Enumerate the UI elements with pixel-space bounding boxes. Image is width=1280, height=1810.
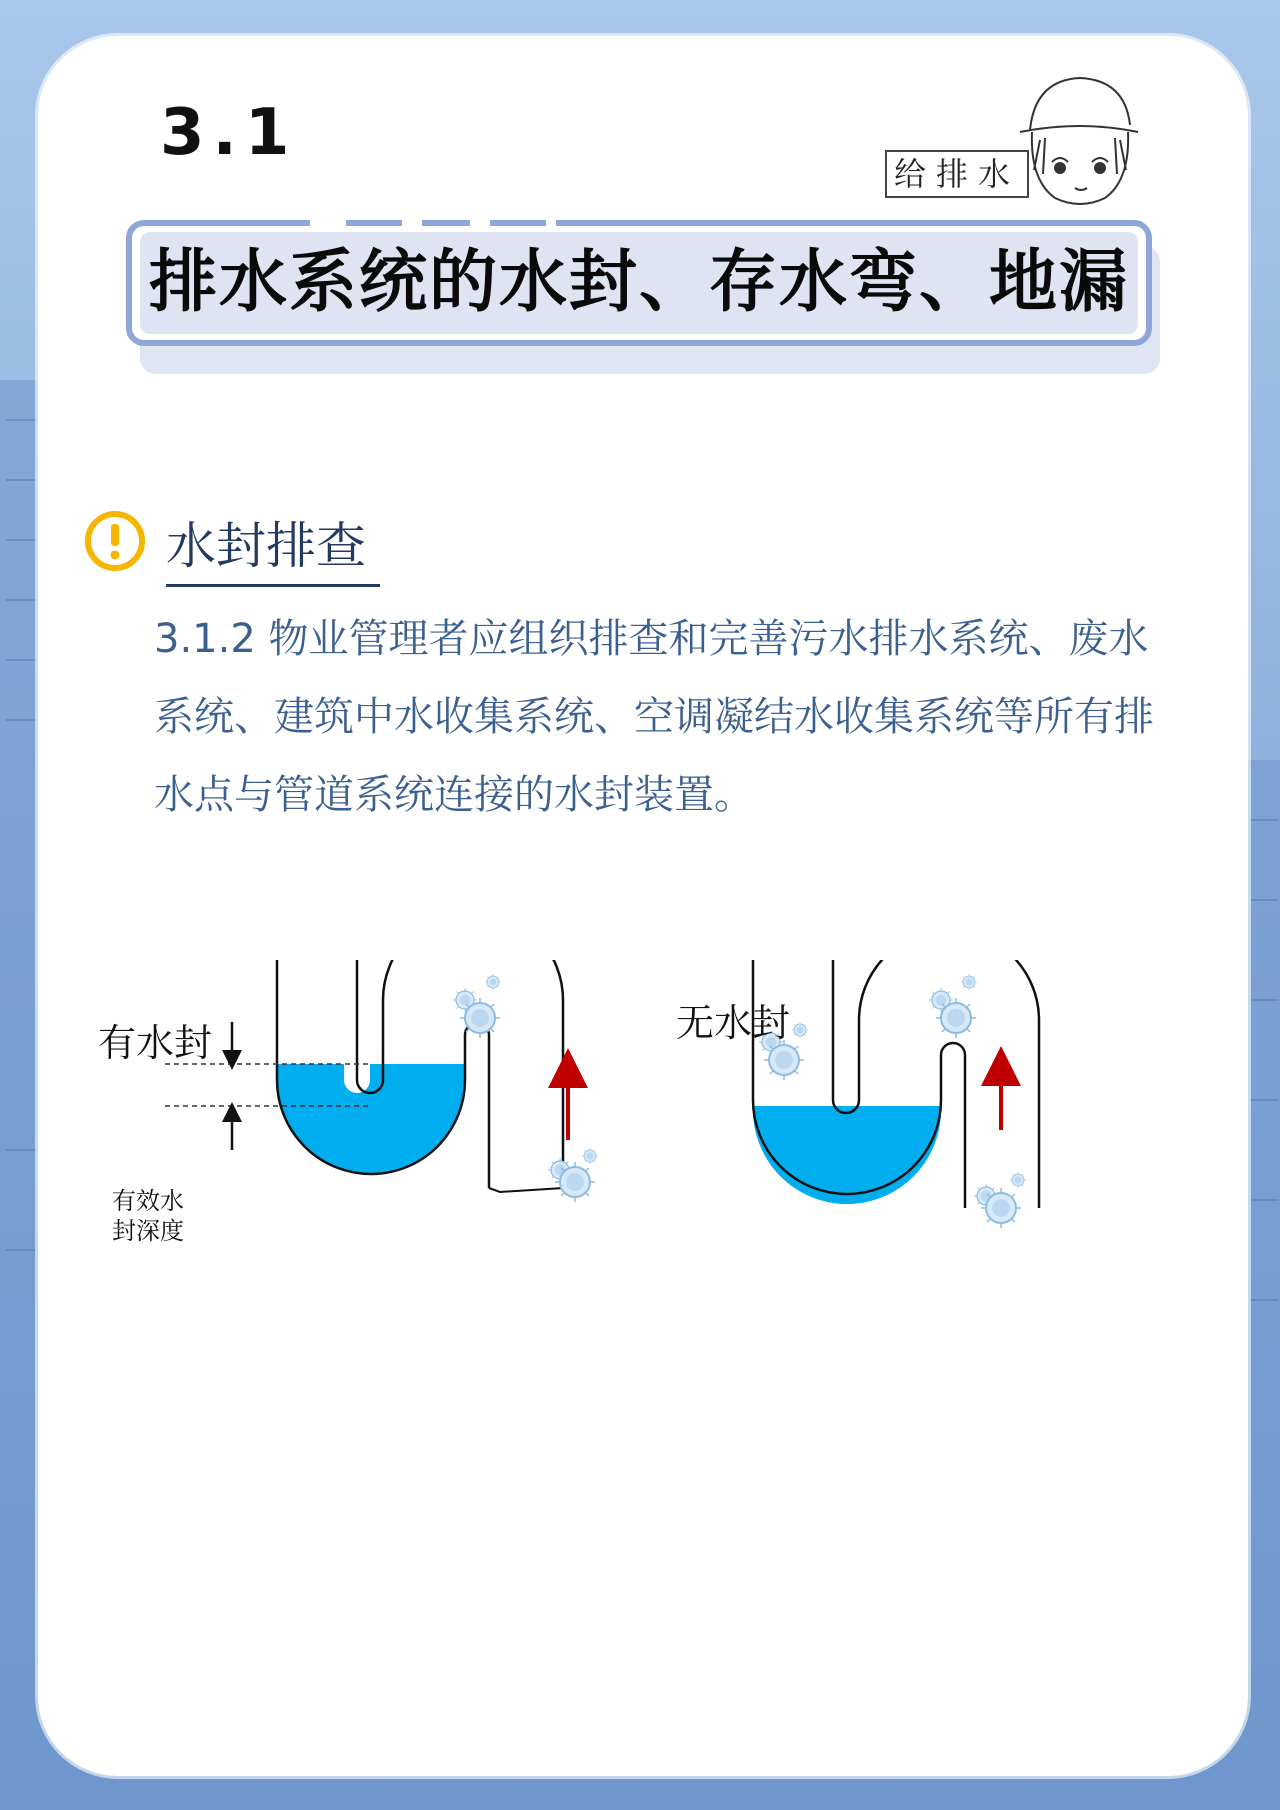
seal-depth-label-line1: 有效水 (112, 1187, 184, 1215)
water-seal-diagram (80, 960, 1200, 1420)
section-number: 3.1 (160, 96, 298, 170)
seal-depth-label (112, 1186, 184, 1246)
trap-without-seal (753, 960, 1039, 1228)
label-without-seal: 无水封 (676, 1001, 791, 1045)
trap-with-seal (165, 960, 598, 1202)
exclamation-circle-icon (84, 510, 146, 572)
stamp-label: 给排水 (885, 150, 1029, 198)
trap-illustration (80, 960, 1200, 1420)
label-with-seal: 有水封 (98, 1021, 213, 1065)
section-heading: 水封排查 (166, 506, 380, 587)
body-paragraph: 3.1.2 物业管理者应组织排查和完善污水排水系统、废水系统、建筑中水收集系统、空调凝结水收集系统等所有排水点与管道系统连接的水封装置。 (154, 616, 1154, 818)
page-title: 排水系统的水封、存水弯、地漏 (148, 243, 1129, 322)
seal-depth-label-line2: 封深度 (112, 1217, 184, 1245)
